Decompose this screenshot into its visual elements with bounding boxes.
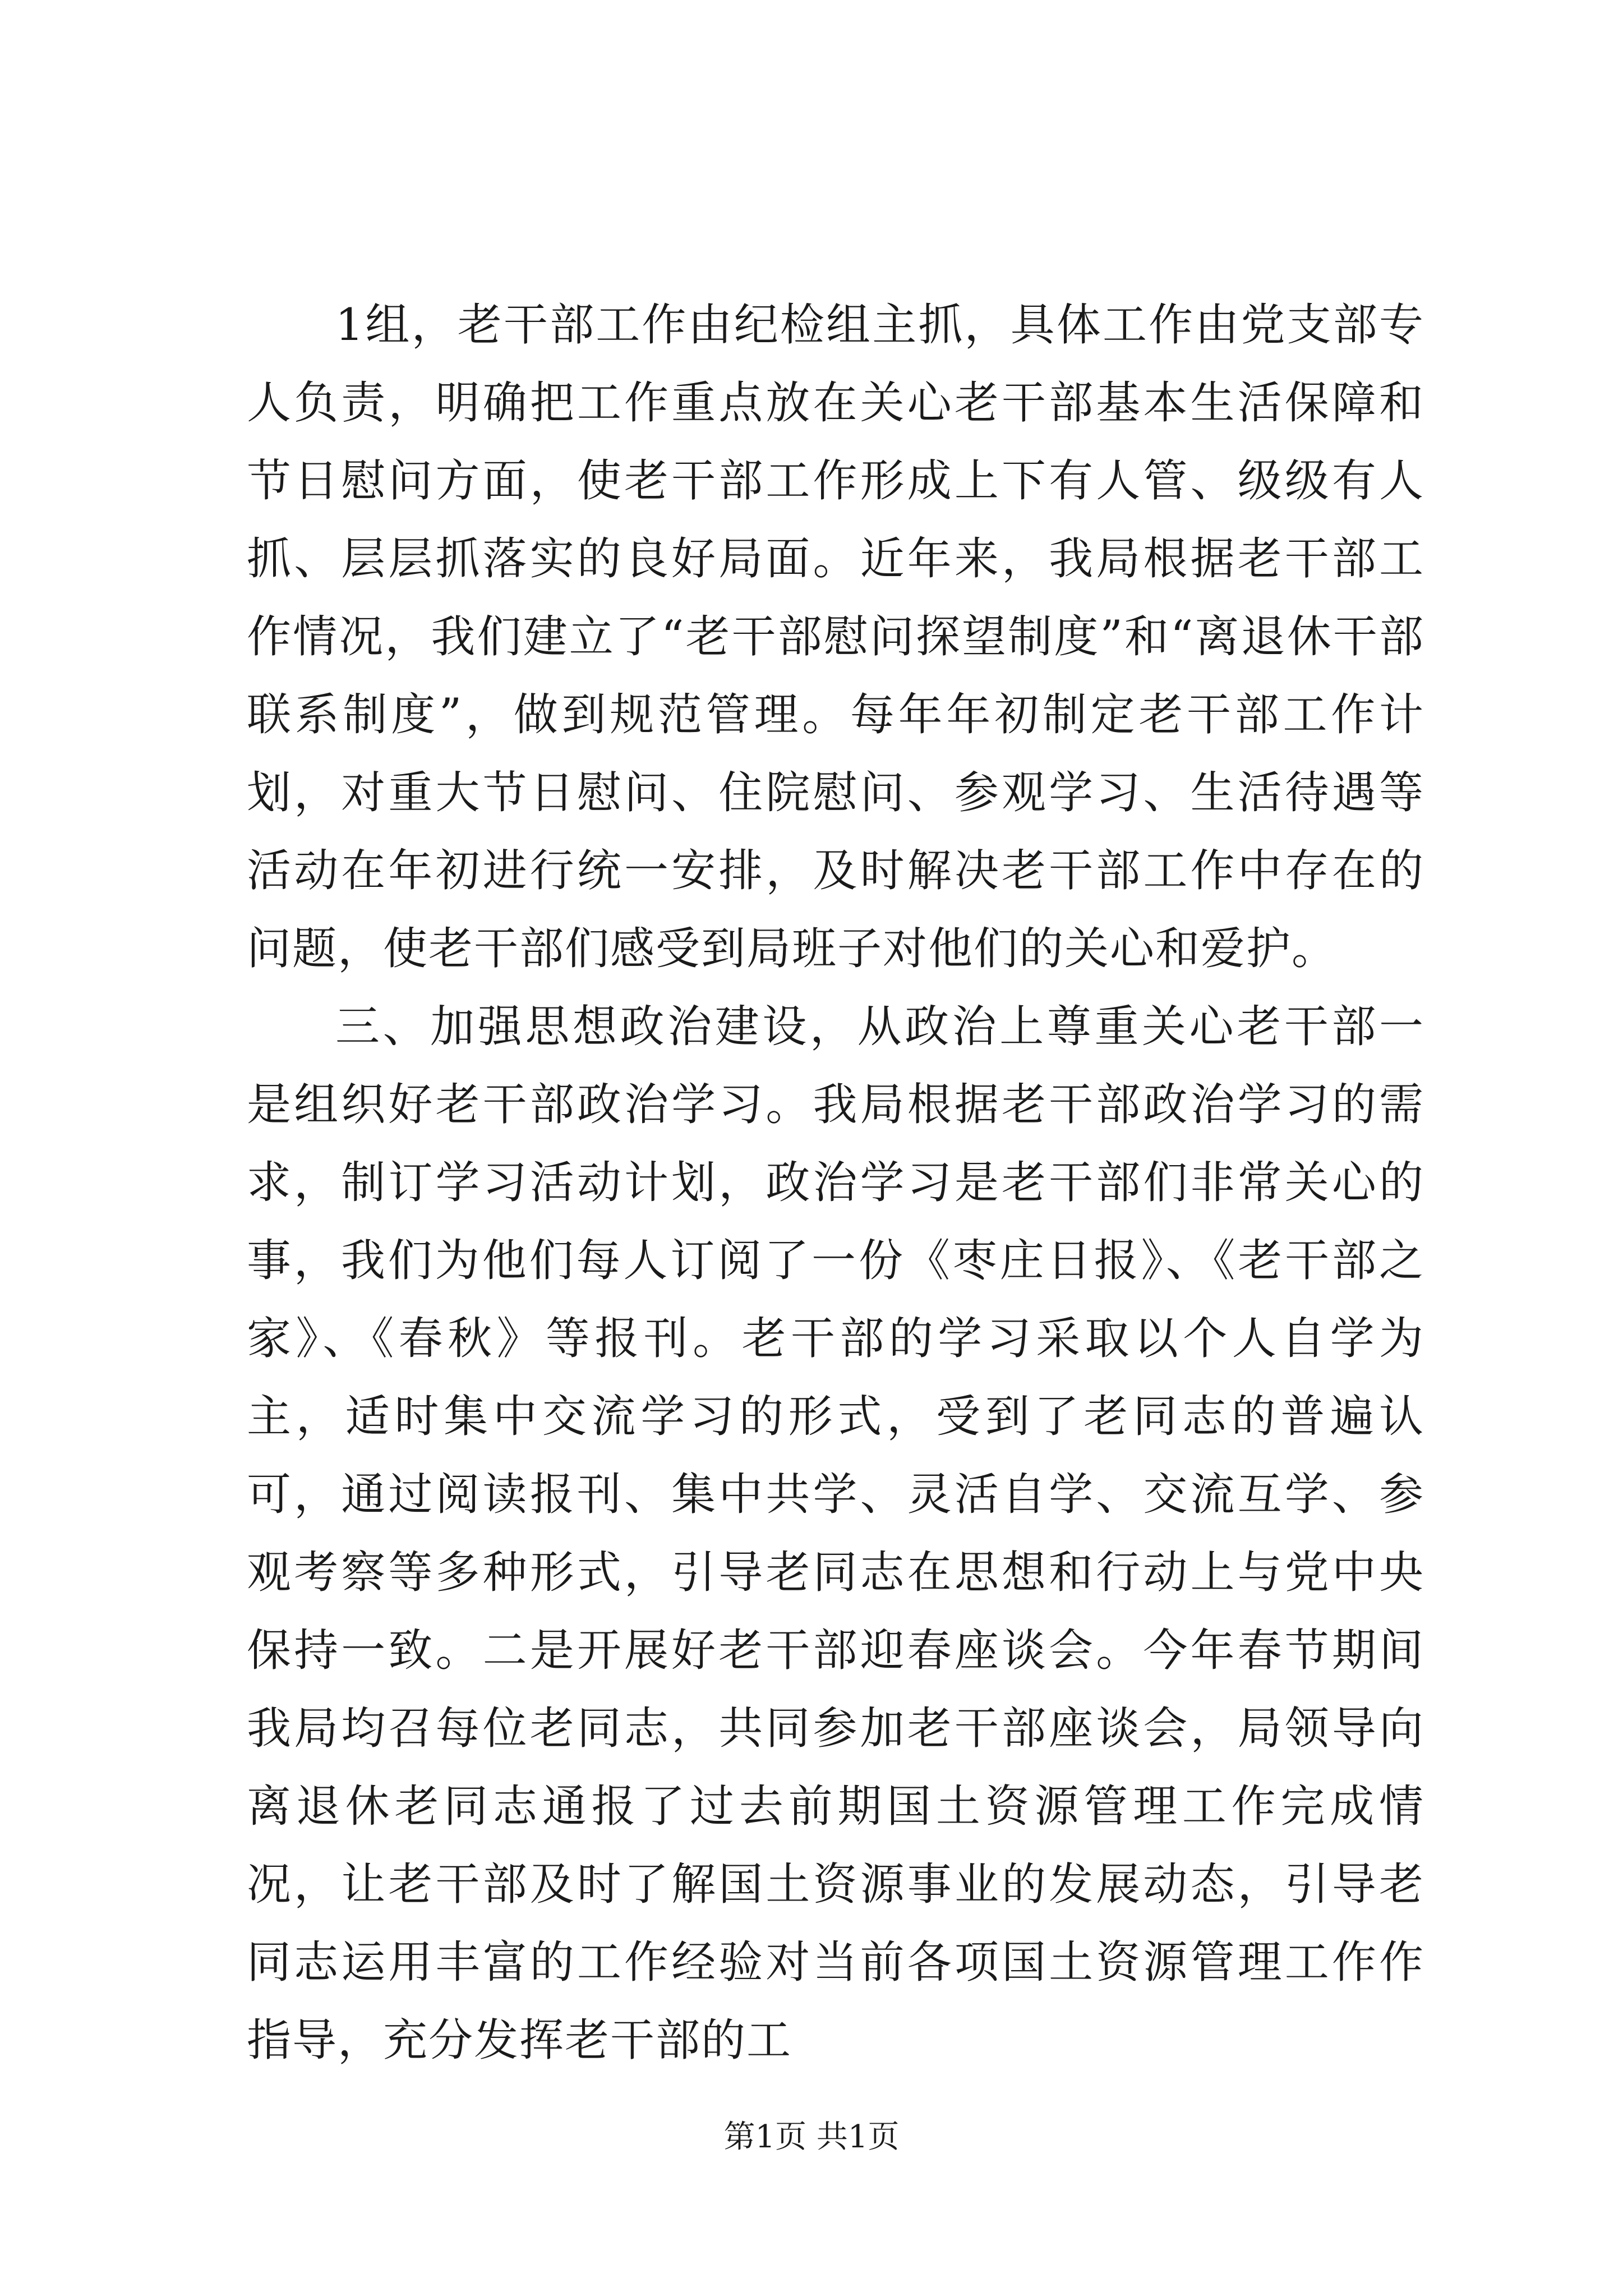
page-footer: 第1页 共1页: [723, 2119, 900, 2155]
paragraph-2: 三、加强思想政治建设，从政治上尊重关心老干部一是组织好老干部政治学习。我局根据老干部政治学习的需求，制订学习活动计划，政治学习是老干部们非常关心的事，我们为他们每人订阅了一份《枣庄日报》、《老干部之家》、《春秋》等报刊。老干部的学习采取以个人自学为主，适时集中交流学习的形式，受到了老同志的普遍认可，通过阅读报刊、集中共学、灵活自学、交流互学、参观考察等多种形式，引导老同志在思想和行动上与党中央保持一致。二是开展好老干部迎春座谈会。今年春节期间我局均召每位老同志，共同参加老干部座谈会，局领导向离退休老同志通报了过去前期国土资源管理工作完成情况，让老干部及时了解国土资源事业的发展动态，引导老同志运用丰富的工作经验对当前各项国土资源管理工作作指导，充分发挥老干部的工: [247, 1001, 1424, 2066]
paragraph-1: 1组，老干部工作由纪检组主抓，具体工作由党支部专人负责，明确把工作重点放在关心老干部基本生活保障和节日慰问方面，使老干部工作形成上下有人管、级级有人抓、层层抓落实的良好局面。近年来，我局根据老干部工作情况，我们建立了“老干部慰问探望制度”和“离退休干部联系制度”，做到规范管理。每年年初制定老干部工作计划，对重大节日慰问、住院慰问、参观学习、生活待遇等活动在年初进行统一安排，及时解决老干部工作中存在的问题，使老干部们感受到局班子对他们的关心和爱护。: [247, 299, 1424, 974]
document-body: [247, 286, 1424, 2079]
